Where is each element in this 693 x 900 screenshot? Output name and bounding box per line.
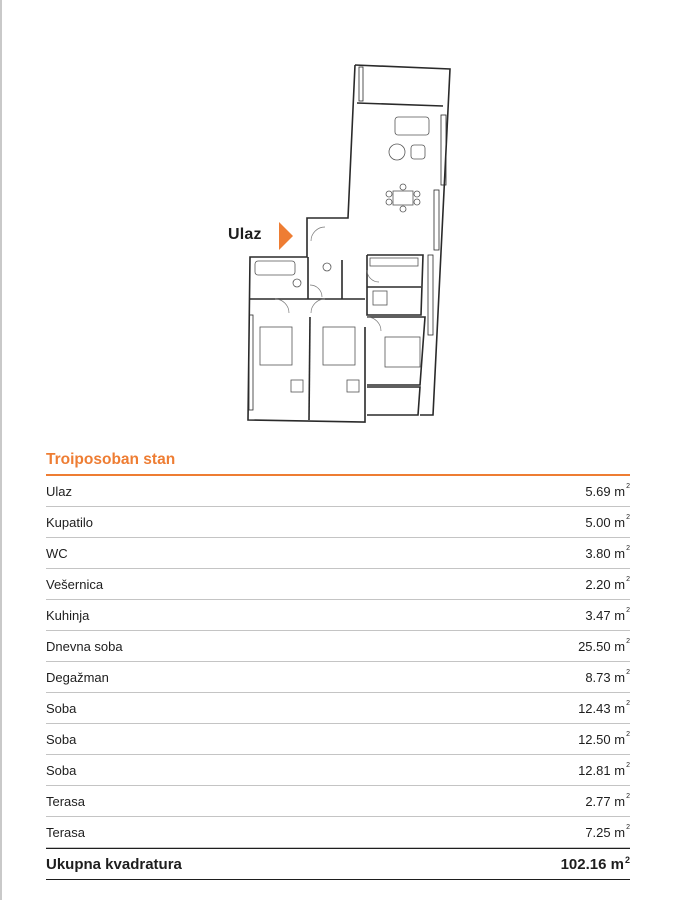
room-name: Kupatilo [46,514,93,530]
area-unit: m [614,607,626,623]
total-unit-sup: 2 [624,854,630,865]
room-area-cell [585,484,630,499]
room-name: Kuhinja [46,607,90,623]
room-area: 2.20 [585,576,611,592]
area-unit: m [614,762,626,778]
wall-bedrooms-divider [309,317,310,420]
bed-west-2 [323,327,355,365]
dining-table [393,191,413,205]
living-terrace-divider [357,103,443,106]
area-unit-sup: 2 [626,792,630,800]
east-terrace-wall [367,387,420,415]
room-area-cell [585,825,630,840]
area-unit: m [614,700,626,716]
desk-west-2 [347,380,359,392]
room-area: 8.73 [585,669,611,685]
table-row [46,476,630,507]
room-area: 25.50 [578,638,611,654]
page-edge-line [0,0,2,900]
area-table [46,448,630,880]
room-area-cell [585,794,630,809]
coffee-table [389,144,405,160]
table-rows [46,476,630,848]
room-area-cell [585,546,630,561]
area-unit: m [614,731,626,747]
room-name: Ulaz [46,483,73,499]
room-name: Vešernica [46,576,104,592]
room-area-cell [578,639,630,654]
area-unit: m [614,483,626,499]
room-area: 12.43 [578,700,611,716]
entrance-arrow-icon [279,222,293,250]
area-unit-sup: 2 [626,544,630,552]
area-unit-sup: 2 [626,823,630,831]
table-row [46,817,630,848]
area-unit-sup: 2 [626,668,630,676]
table-row [46,724,630,755]
room-area-cell [578,732,630,747]
area-unit-sup: 2 [626,699,630,707]
area-unit-sup: 2 [626,606,630,614]
area-unit: m [614,793,626,809]
table-row [46,786,630,817]
table-row [46,693,630,724]
total-value-cell [561,856,630,873]
room-area-cell [578,763,630,778]
total-unit: m [610,855,624,873]
east-bedroom-wall [367,317,425,385]
room-area-cell [578,701,630,716]
bathtub [255,261,295,275]
entrance-label: Ulaz [228,226,262,243]
room-name: Soba [46,762,77,778]
washing-machine [373,291,387,305]
bed-east [385,337,420,367]
total-value: 102.16 [560,855,607,873]
toilet-wc [323,263,331,271]
table-row [46,538,630,569]
room-area: 2.77 [585,793,611,809]
room-name: Terasa [46,793,86,809]
kitchen-wall [367,255,423,315]
table-row [46,569,630,600]
table-row [46,631,630,662]
window-strip-2 [434,190,439,250]
sofa [395,117,429,135]
room-name: Dnevna soba [46,638,123,654]
room-area-cell [585,608,630,623]
room-area: 12.50 [578,731,611,747]
window-strip-3 [428,255,433,335]
area-unit-sup: 2 [626,482,630,490]
room-area-cell [585,577,630,592]
room-name: WC [46,545,68,561]
area-unit-sup: 2 [626,513,630,521]
table-row [46,600,630,631]
bed-west-1 [260,327,292,365]
outer-wall-upper [355,65,450,415]
room-area-cell [585,515,630,530]
floor-plan [215,55,465,435]
outer-wall-left [307,65,355,241]
area-unit: m [614,638,626,654]
room-name: Soba [46,700,77,716]
table-row [46,662,630,693]
area-unit: m [614,514,626,530]
room-area: 3.47 [585,607,611,623]
desk-west-1 [291,380,303,392]
armchair [411,145,425,159]
area-unit-sup: 2 [626,730,630,738]
area-unit: m [614,669,626,685]
table-row [46,755,630,786]
total-label: Ukupna kvadratura [46,855,182,873]
window-strip-5 [359,67,363,101]
room-area: 5.00 [585,514,611,530]
outer-wall-west [248,241,365,422]
room-name: Degažman [46,669,109,685]
kitchen-counter [370,258,418,266]
room-name: Soba [46,731,77,747]
room-area: 3.80 [585,545,611,561]
room-name: Terasa [46,824,86,840]
total-row [46,848,630,880]
area-unit: m [614,545,626,561]
area-unit-sup: 2 [626,637,630,645]
table-row [46,507,630,538]
table-title: Troiposoban stan [46,448,630,476]
area-unit: m [614,824,626,840]
area-unit-sup: 2 [626,761,630,769]
room-area: 5.69 [585,483,611,499]
area-unit: m [614,576,626,592]
toilet-bath [293,279,301,287]
area-unit-sup: 2 [626,575,630,583]
room-area: 7.25 [585,824,611,840]
room-area: 12.81 [578,762,611,778]
room-area-cell [585,670,630,685]
